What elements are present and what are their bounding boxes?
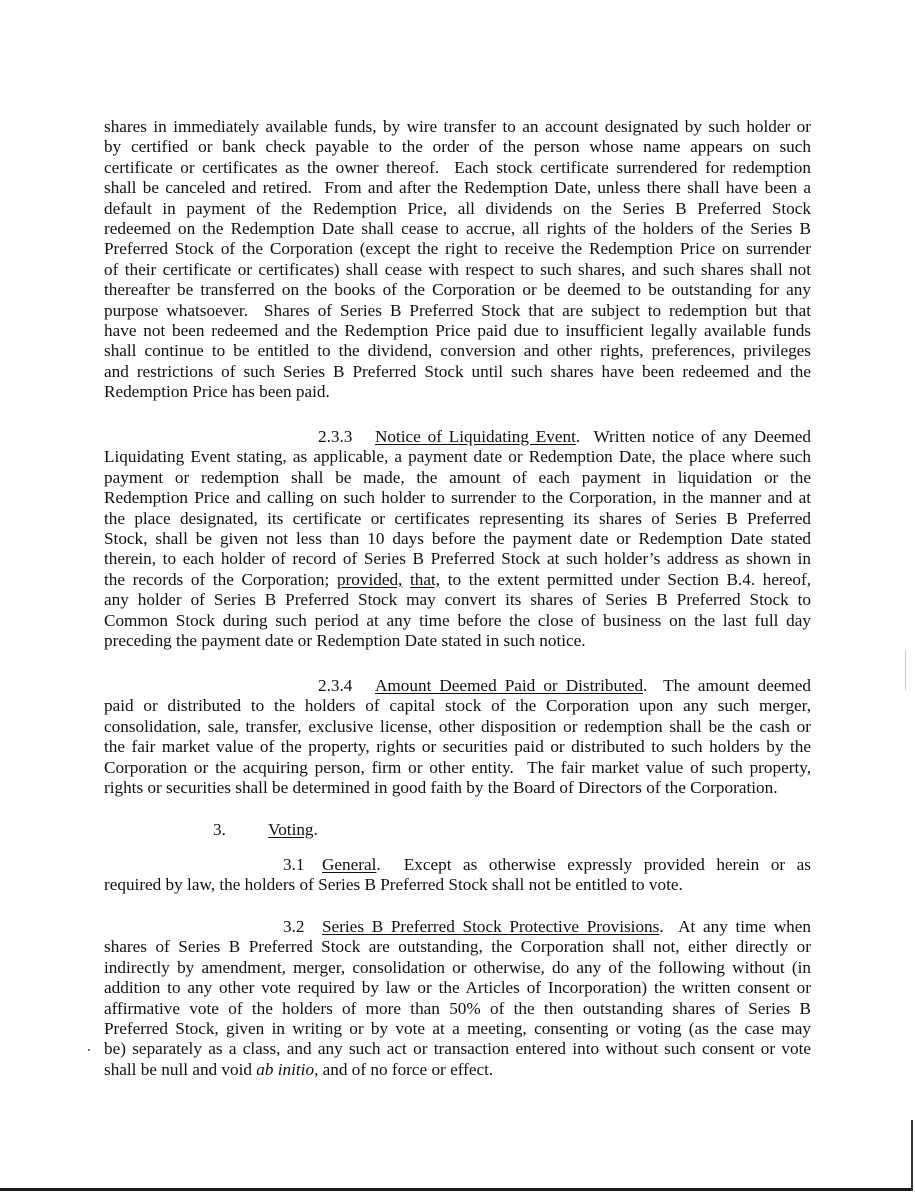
heading-voting <box>104 820 811 840</box>
underlined-text: provided, <box>336 569 403 589</box>
body-text: shares of Series B Preferred Stock are outstanding, the Corporation shall not, either directly or <box>104 937 811 957</box>
body-text: by certified or bank check payable to the order of the person whose name appears on such <box>104 137 811 157</box>
section-number: 3.1 <box>283 855 305 874</box>
body-text: Preferred Stock, given in writing or by vote at a meeting, consenting or voting (as the case may <box>104 1018 811 1038</box>
text-line <box>104 978 811 998</box>
body-text: shares in immediately available funds, by wire transfer to an account designated by such holder or <box>104 117 811 136</box>
text-line <box>104 1039 811 1059</box>
body-text: any holder of Series B Preferred Stock may convert its shares of Series B Preferred Stock to <box>104 590 811 610</box>
text-line <box>104 549 811 569</box>
body-text: indirectly by amendment, merger, consolidation or otherwise, do any of the following without (in <box>104 957 811 977</box>
paragraph-protective-provisions <box>104 917 811 1080</box>
text-line <box>104 468 811 488</box>
body-text: have not been redeemed and the Redemption Price paid due to insufficient legally available funds <box>104 320 811 340</box>
body-text: shall continue to be entitled to the dividend, conversion and other rights, preferences, privileges <box>104 341 811 361</box>
text-line <box>104 875 811 895</box>
text-line <box>104 488 811 508</box>
body-text: Preferred Stock of the Corporation (except the right to receive the Redemption Price on surrender <box>104 239 811 259</box>
underlined-text: that, <box>410 569 441 589</box>
paragraph-general <box>104 855 811 896</box>
scan-artifact <box>905 650 906 690</box>
body-text: rights or securities shall be determined in good faith by the Board of Directors of the Corporation. <box>104 777 778 797</box>
text-line <box>104 999 811 1019</box>
text-line <box>104 1019 811 1039</box>
body-text: Redemption Price and calling on such holder to surrender to the Corporation, in the manner and at <box>104 488 811 508</box>
body-text: required by law, the holders of Series B Preferred Stock shall not be entitled to vote. <box>104 875 683 895</box>
italic-text: ab initio <box>256 1059 315 1079</box>
body-text: the fair market value of the property, rights or securities paid or distributed to such holders by the <box>104 737 811 757</box>
body-text: thereafter be transferred on the books of the Corporation or be deemed to be outstanding for any <box>104 280 811 300</box>
text-line <box>104 958 811 978</box>
text-line <box>104 590 811 610</box>
section-number: 3. <box>213 820 226 839</box>
text-line <box>104 427 811 447</box>
text-line <box>104 509 811 529</box>
text-line <box>104 362 811 382</box>
scan-bottom-edge <box>0 1188 913 1191</box>
section-number: 2.3.4 <box>318 676 353 695</box>
text-line <box>104 696 811 716</box>
body-text: . <box>313 820 318 839</box>
body-text <box>402 570 410 589</box>
body-text: preceding the payment date or Redemption Date stated in such notice. <box>104 630 586 650</box>
text-line <box>104 717 811 737</box>
body-text: the place designated, its certificate or certificates representing its shares of Series B Preferred <box>104 508 811 528</box>
body-text: Liquidating Event stating, as applicable, a payment date or Redemption Date, the place where such <box>104 447 811 467</box>
text-line <box>104 820 811 840</box>
body-text: Stock, shall be given not less than 10 days before the payment date or Redemption Date stated <box>104 528 811 548</box>
section-number: 2.3.3 <box>318 427 353 446</box>
section-number: 3.2 <box>283 917 305 936</box>
text-line <box>104 855 811 875</box>
text-line <box>104 570 811 590</box>
text-line <box>104 280 811 300</box>
body-text: and restrictions of such Series B Preferred Stock until such shares have been redeemed and the <box>104 361 811 381</box>
section-title: Amount Deemed Paid or Distributed <box>375 676 644 695</box>
text-line <box>104 341 811 361</box>
body-text: of their certificate or certificates) shall cease with respect to such shares, and such shares shall not <box>104 259 811 279</box>
text-line <box>104 158 811 178</box>
text-line <box>104 382 811 402</box>
body-text: Common Stock during such period at any time before the close of business on the last full day <box>104 610 811 630</box>
text-line <box>104 260 811 280</box>
body-text: consolidation, sale, transfer, exclusive license, other disposition or redemption shall be the cash or <box>104 716 811 736</box>
text-line <box>104 631 811 651</box>
section-title: Notice of Liquidating Event <box>375 427 576 446</box>
text-line <box>104 321 811 341</box>
text-line <box>104 1060 811 1080</box>
section-title: Voting <box>268 820 314 839</box>
scan-right-edge <box>911 1120 913 1191</box>
body-text: therein, to each holder of record of Series B Preferred Stock at such holder’s address as shown in <box>104 549 811 569</box>
body-text: payment or redemption shall be made, the amount of each payment in liquidation or the <box>104 467 811 487</box>
body-text: . The amount deemed <box>643 676 811 695</box>
body-text: shall be null and void <box>104 1059 257 1079</box>
body-text: addition to any other vote required by law or the Articles of Incorporation) the written consent or <box>104 978 811 998</box>
body-text: certificate or certificates as the owner thereof. Each stock certificate surrendered for redemption <box>104 157 811 177</box>
text-line <box>104 178 811 198</box>
text-line <box>104 301 811 321</box>
paragraph-redemption-continued <box>104 117 811 402</box>
body-text: the records of the Corporation; <box>104 569 337 589</box>
text-line <box>104 199 811 219</box>
text-line <box>104 529 811 549</box>
text-line <box>104 117 811 137</box>
text-line <box>104 239 811 259</box>
body-text: default in payment of the Redemption Price, all dividends on the Series B Preferred Stock <box>104 198 811 218</box>
section-title: Series B Preferred Stock Protective Provisions <box>322 917 660 936</box>
body-text: . Except as otherwise expressly provided herein or as <box>376 855 811 874</box>
paragraph-amount-deemed-paid <box>104 676 811 798</box>
body-text: be) separately as a class, and any such act or transaction entered into without such consent or vote <box>104 1039 811 1059</box>
body-text: . Written notice of any Deemed <box>575 427 811 446</box>
body-text: . At any time when <box>659 917 811 936</box>
body-text: , and of no force or effect. <box>314 1059 494 1079</box>
body-text: purpose whatsoever. Shares of Series B Preferred Stock that are subject to redemption but that <box>104 300 811 320</box>
text-line <box>104 219 811 239</box>
body-text: paid or distributed to the holders of capital stock of the Corporation upon any such merger, <box>104 696 811 716</box>
text-line <box>104 737 811 757</box>
text-line <box>104 778 811 798</box>
paragraph-notice-of-liquidating-event <box>104 427 811 651</box>
text-line <box>104 137 811 157</box>
text-line <box>104 917 811 937</box>
text-line <box>104 447 811 467</box>
body-text: affirmative vote of the holders of more than 50% of the then outstanding shares of Series B <box>104 998 811 1018</box>
text-line <box>104 758 811 778</box>
body-text: redeemed on the Redemption Date shall cease to accrue, all rights of the holders of the Series B <box>104 218 811 238</box>
text-line <box>104 611 811 631</box>
text-line <box>104 937 811 957</box>
body-text: Redemption Price has been paid. <box>104 382 330 402</box>
text-line <box>104 676 811 696</box>
section-title: General <box>322 855 377 874</box>
body-text: Corporation or the acquiring person, firm or other entity. The fair market value of such property, <box>104 757 811 777</box>
body-text: shall be canceled and retired. From and after the Redemption Date, unless there shall have been a <box>104 178 811 198</box>
body-text: to the extent permitted under Section B.4. hereof, <box>440 569 811 589</box>
scan-speck <box>88 1049 90 1051</box>
